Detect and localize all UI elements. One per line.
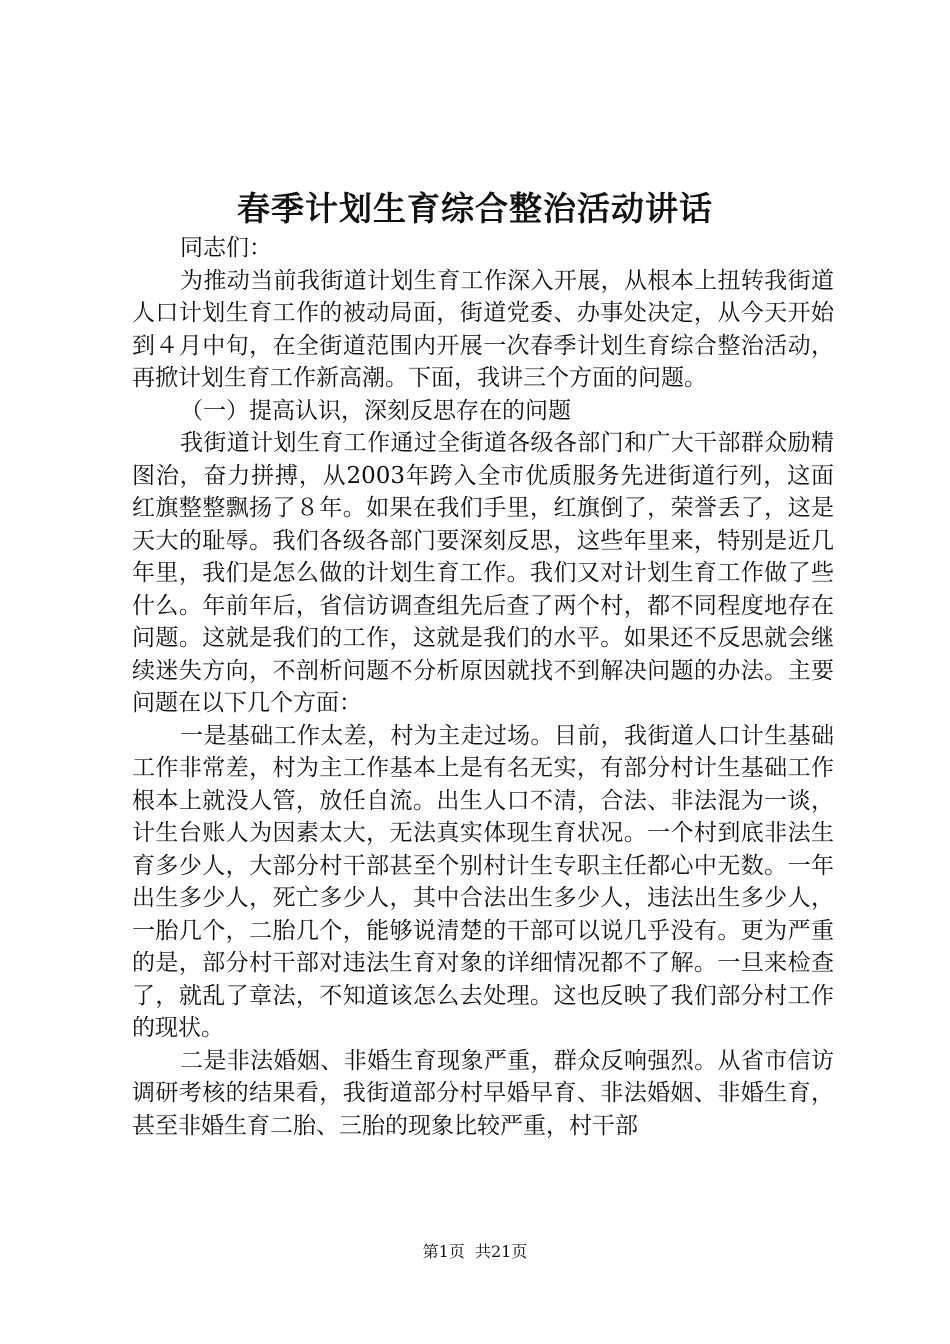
page-footer [0,1240,950,1264]
section-heading: （一）提高认识，深刻反思存在的问题 [180,397,571,424]
paragraph-point-two: 二是非法婚姻、非婚生育现象严重，群众反响强烈。从省市信访调研考核的结果看，我街道部分村早婚早育、非法婚姻、非婚生育，甚至非婚生育二胎、三胎的现象比较严重，村干部 [132,1047,834,1139]
document-title: 春季计划生育综合整治活动讲话 [237,189,713,228]
document-body [132,232,834,1142]
paragraph-reflection: 我街道计划生育工作通过全街道各级各部门和广大干部群众励精图治，奋力拼搏，从2003年跨入全市优质服务先进街道行列，这面红旗整整飘扬了８年。如果在我们手里，红旗倒了，荣誉丢了，这是天大的耻辱。我们各级各部门要深刻反思，这些年里来，特别是近几年里，我们是怎么做的计划生育工作。我们又对计划生育工作做了些什么。年前年后，省信访调查组先后查了两个村，都不同程度地存在问题。这就是我们的工作，这就是我们的水平。如果还不反思就会继续迷失方向，不剖析问题不分析原因就找不到解决问题的办法。主要问题在以下几个方面： [132,430,834,716]
paragraph-point-one: 一是基础工作太差，村为主走过场。目前，我街道人口计生基础工作非常差，村为主工作基本上是有名无实，有部分村计生基础工作根本上就没人管，放任自流。出生人口不清，合法、非法混为一谈，计生台账人为因素太大，无法真实体现生育状况。一个村到底非法生育多少人，大部分村干部甚至个别村计生专职主任都心中无数。一年出生多少人，死亡多少人，其中合法出生多少人，违法出生多少人，一胎几个，二胎几个，能够说清楚的干部可以说几乎没有。更为严重的是，部分村干部对违法生育对象的详细情况都不了解。一旦来检查了，就乱了章法，不知道该怎么去处理。这也反映了我们部分村工作的现状。 [132,722,834,1041]
paragraph-intro: 为推动当前我街道计划生育工作深入开展，从根本上扭转我街道人口计划生育工作的被动局面，街道党委、办事处决定，从今天开始到４月中旬，在全街道范围内开展一次春季计划生育综合整治活动，再掀计划生育工作新高潮。下面，我讲三个方面的问题。 [132,267,834,391]
page-number: 第1页 共21页 [422,1242,528,1261]
salutation: 同志们： [180,235,272,261]
